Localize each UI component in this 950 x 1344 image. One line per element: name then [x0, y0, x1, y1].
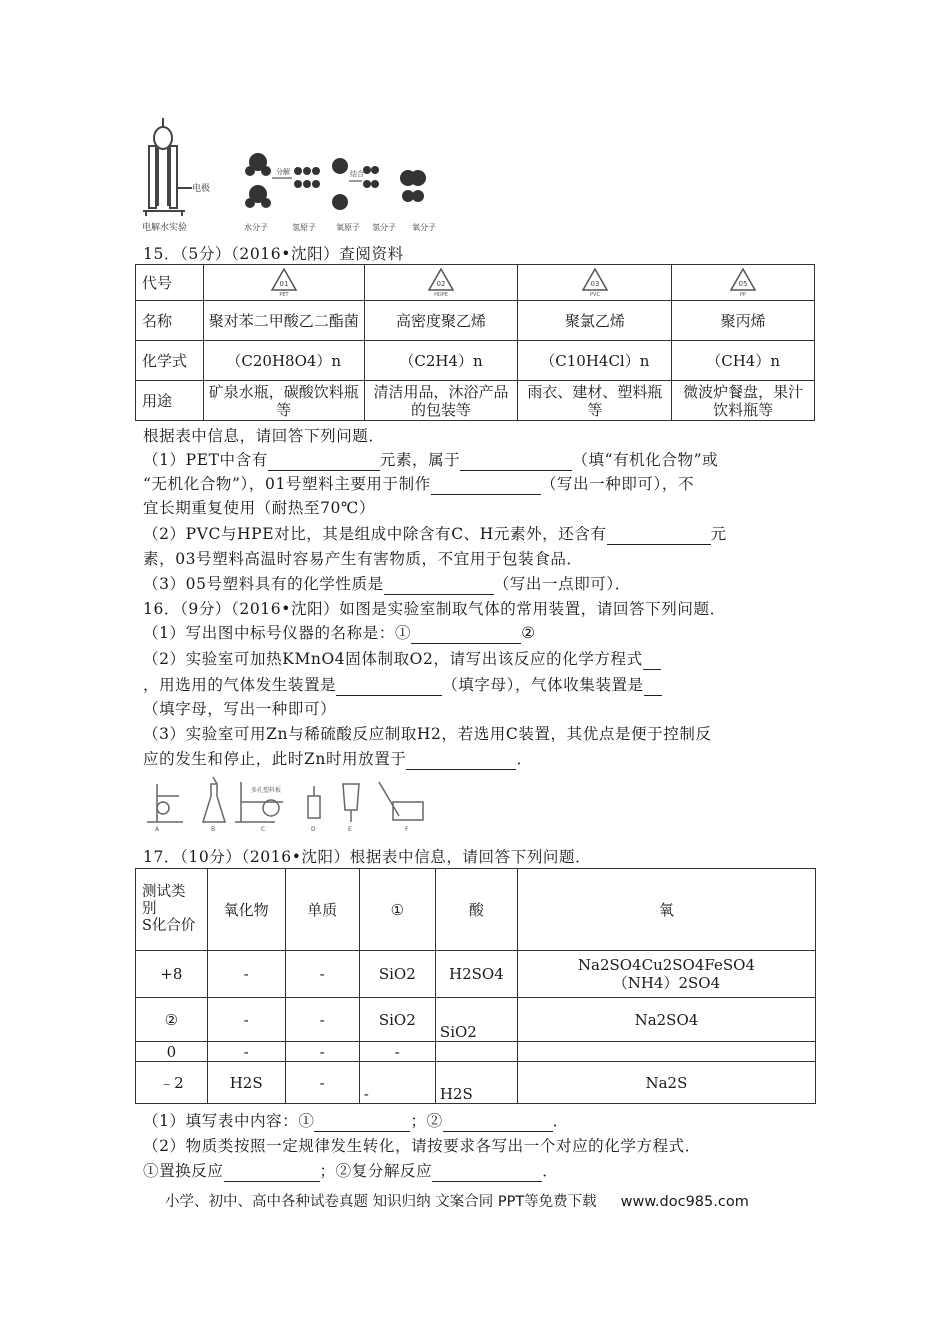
- valence-cell: +8: [136, 951, 208, 998]
- svg-text:PET: PET: [279, 291, 289, 296]
- q15-intro: 根据表中信息，请回答下列问题．: [143, 427, 385, 445]
- molecule-label: 水分子: [244, 223, 268, 232]
- svg-text:HDPE: HDPE: [434, 291, 448, 296]
- answer-blank[interactable]: [607, 528, 711, 545]
- svg-text:01: 01: [279, 279, 289, 288]
- answer-blank[interactable]: [411, 627, 521, 644]
- answer-blank[interactable]: [460, 454, 572, 471]
- q16-part2-end: （填字母，写出一种即可）: [143, 700, 337, 718]
- q15-part1-end: 宜长期重复使用（耐热至70℃）: [143, 499, 376, 517]
- electrolysis-apparatus-image: [140, 116, 470, 234]
- table-cell: SiO2: [359, 998, 435, 1042]
- table-cell: -: [285, 951, 359, 998]
- answer-blank[interactable]: [644, 679, 662, 696]
- plastic-use: 雨衣、建材、塑料瓶等: [518, 381, 672, 421]
- sulfur-table: [135, 868, 816, 1104]
- plastic-formula: （C10H4Cl）n: [518, 341, 672, 381]
- recycle-triangle-icon: [580, 266, 610, 296]
- answer-blank[interactable]: [643, 653, 661, 670]
- row-label: 用途: [136, 381, 204, 421]
- recycle-triangle-icon: [269, 266, 299, 296]
- table-cell: Na2SO4: [517, 998, 815, 1042]
- recycle-triangle-icon: [728, 266, 758, 296]
- column-header: 酸: [435, 869, 517, 951]
- table-cell: SiO2: [359, 951, 435, 998]
- molecule-label: 氢原子: [292, 223, 316, 232]
- answer-blank[interactable]: [314, 1115, 410, 1132]
- column-header: 单质: [285, 869, 359, 951]
- recycle-code-cell: [518, 265, 672, 301]
- table-cell: H2S: [435, 1062, 517, 1104]
- table-cell: -: [207, 951, 285, 998]
- column-header: 氧: [517, 869, 815, 951]
- apparatus-letter: D: [311, 826, 316, 832]
- table-cell: -: [285, 1062, 359, 1104]
- gas-apparatus-figure: [143, 774, 433, 832]
- q16-part2-cont: ，用选用的气体发生装置是 （填字母），气体收集装置是: [143, 674, 662, 696]
- row-label: 名称: [136, 301, 204, 341]
- q15-part1: （1）PET中含有 元素，属于 （填“有机化合物”或: [143, 451, 719, 469]
- svg-text:05: 05: [738, 279, 748, 288]
- electrolysis-caption: 电解水实验: [142, 223, 188, 233]
- column-header: ①: [359, 869, 435, 951]
- answer-blank[interactable]: [336, 679, 442, 696]
- page-footer: [165, 1190, 749, 1211]
- q15-part2-cont: 素，03号塑料高温时容易产生有害物质，不宜用于包装食品．: [143, 550, 583, 568]
- valence-cell: ②: [136, 998, 208, 1042]
- table-cell: -: [207, 1042, 285, 1062]
- recycle-code-cell: [364, 265, 518, 301]
- recycle-code-cell: [672, 265, 815, 301]
- apparatus-letter: F: [405, 826, 409, 832]
- answer-blank[interactable]: [268, 454, 380, 471]
- molecule-label: 氢分子: [372, 223, 396, 232]
- table-cell: -: [285, 1042, 359, 1062]
- apparatus-letter: C: [261, 826, 266, 832]
- decompose-arrow-label: 分解: [276, 168, 290, 176]
- q15-part3: （3）05号塑料具有的化学性质是 （写出一点即可）．: [143, 575, 631, 593]
- electrode-label: 电极: [192, 184, 211, 194]
- q16-heading: 16．（9分）（2016•沈阳）如图是实验室制取气体的常用装置，请回答下列问题．: [143, 600, 726, 618]
- q17-part3: ①置换反应 ；②复分解反应 ．: [143, 1162, 559, 1180]
- plastic-use: 微波炉餐盘，果汁饮料瓶等: [672, 381, 815, 421]
- q16-part3-cont: 应的发生和停止，此时Zn时用放置于 ．: [143, 750, 533, 768]
- electrolysis-figure: [140, 116, 470, 234]
- q17-heading: 17．（10分）（2016•沈阳）根据表中信息，请回答下列问题．: [143, 848, 592, 866]
- recycle-triangle-icon: [426, 266, 456, 296]
- table-cell: -: [359, 1062, 435, 1104]
- plastic-name: 聚对苯二甲酸乙二酯菌: [203, 301, 364, 341]
- answer-blank[interactable]: [432, 1165, 542, 1182]
- plastic-name: 高密度聚乙烯: [364, 301, 518, 341]
- q15-heading: 15．（5分）（2016•沈阳）查阅资料: [143, 245, 404, 263]
- table-cell: [517, 1042, 815, 1062]
- answer-blank[interactable]: [443, 1115, 553, 1132]
- table-cell: H2S: [207, 1062, 285, 1104]
- combine-arrow-label: 结合: [350, 170, 364, 178]
- plastic-formula: （C2H4）n: [364, 341, 518, 381]
- row-label: 化学式: [136, 341, 204, 381]
- table-cell: -: [285, 998, 359, 1042]
- footer-url[interactable]: www.doc985.com: [620, 1194, 749, 1210]
- molecule-label: 氧分子: [412, 223, 436, 232]
- footer-text: 小学、初中、高中各种试卷真题 知识归纳 文案合同 PPT等免费下载: [165, 1194, 597, 1210]
- row-label: 代号: [136, 265, 204, 301]
- table-cell: [435, 1042, 517, 1062]
- apparatus-letter: E: [348, 826, 352, 832]
- valence-cell: ﹣2: [136, 1062, 208, 1104]
- svg-text:PVC: PVC: [589, 291, 600, 296]
- plastic-use: 清洁用品，沐浴产品的包装等: [364, 381, 518, 421]
- plastic-name: 聚丙烯: [672, 301, 815, 341]
- q16-part2: （2）实验室可加热KMnO4固体制取O2，请写出该反应的化学方程式: [143, 648, 661, 670]
- table-cell: -: [207, 998, 285, 1042]
- answer-blank[interactable]: [431, 478, 541, 495]
- plastic-formula: （CH4）n: [672, 341, 815, 381]
- plastic-use: 矿泉水瓶，碳酸饮料瓶等: [203, 381, 364, 421]
- molecule-label: 氧原子: [336, 223, 360, 232]
- apparatus-note: 多孔塑料板: [251, 787, 282, 794]
- q16-part3: （3）实验室可用Zn与稀硫酸反应制取H2，若选用C装置，其优点是便于控制反: [143, 725, 712, 743]
- apparatus-letter: B: [211, 826, 216, 832]
- svg-text:02: 02: [436, 279, 446, 288]
- table-cell: Na2SO4Cu2SO4FeSO4（NH4）2SO4: [517, 951, 815, 998]
- table-cell: Na2S: [517, 1062, 815, 1104]
- plastic-formula: （C20H8O4）n: [203, 341, 364, 381]
- table-cell: SiO2: [435, 998, 517, 1042]
- q15-part1-cont: “无机化合物”），01号塑料主要用于制作 （写出一种即可），不: [143, 475, 695, 493]
- recycle-code-cell: [203, 265, 364, 301]
- q17-part2: （2）物质类按照一定规律发生转化，请按要求各写出一个对应的化学方程式．: [143, 1137, 701, 1155]
- q17-part1: （1）填写表中内容：① ；② ．: [143, 1112, 569, 1130]
- corner-cell: 测试类别 S化合价: [136, 869, 208, 951]
- q15-part2: （2）PVC与HPE对比，其是组成中除含有C、H元素外，还含有 元: [143, 525, 727, 543]
- table-cell: H2SO4: [435, 951, 517, 998]
- apparatus-letter: A: [155, 826, 160, 832]
- table-cell: -: [359, 1042, 435, 1062]
- valence-cell: 0: [136, 1042, 208, 1062]
- svg-text:03: 03: [590, 279, 600, 288]
- q16-part1: （1）写出图中标号仪器的名称是：① ②: [143, 624, 536, 642]
- answer-blank[interactable]: [406, 753, 516, 770]
- apparatus-image: [143, 774, 433, 832]
- column-header: 氧化物: [207, 869, 285, 951]
- answer-blank[interactable]: [384, 578, 494, 595]
- svg-text:PP: PP: [740, 291, 747, 296]
- answer-blank[interactable]: [224, 1165, 320, 1182]
- plastic-name: 聚氯乙烯: [518, 301, 672, 341]
- plastics-table: [135, 264, 815, 421]
